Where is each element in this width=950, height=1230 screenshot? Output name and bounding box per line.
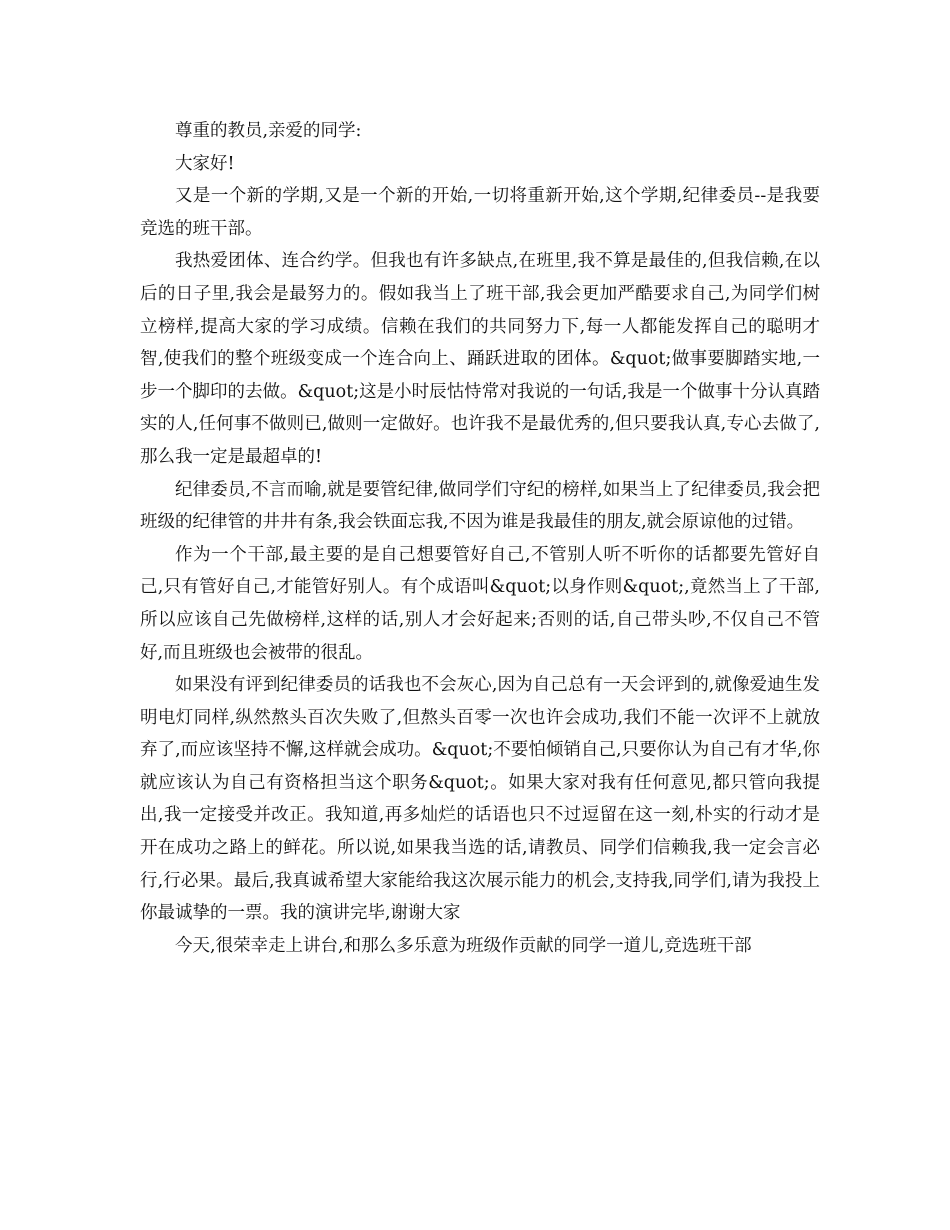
- paragraph: 又是一个新的学期,又是一个新的开始,一切将重新开始,这个学期,纪律委员--是我要竞选的班干部。: [140, 186, 820, 239]
- paragraph: 作为一个干部,最主要的是自己想要管好自己,不管别人听不听你的话都要先管好自己,只有管好自己,才能管好别人。有个成语叫&quot;以身作则&quot;,竟然当上了干部,所以应该自己先做榜样,这样的话,别人才会好起来;否则的话,自己带头吵,不仅自己不管好,而且班级也会被带的很乱。: [140, 544, 820, 663]
- paragraph: 我热爱团体、连合约学。但我也有许多缺点,在班里,我不算是最佳的,但我信赖,在以后的日子里,我会是最努力的。假如我当上了班干部,我会更加严酷要求自己,为同学们树立榜样,提高大家的学习成绩。信赖在我们的共同努力下,每一人都能发挥自己的聪明才智,使我们的整个班级变成一个连合向上、踊跃进取的团体。&quot;做事要脚踏实地,一步一个脚印的去做。&quot;这是小时辰怙恃常对我说的一句话,我是一个做事十分认真踏实的人,任何事不做则已,做则一定做好。也许我不是最优秀的,但只要我认真,专心去做了,那么我一定是最超卓的!: [140, 251, 820, 467]
- document-body: [140, 115, 820, 962]
- greeting: 大家好!: [175, 153, 235, 174]
- paragraph: 如果没有评到纪律委员的话我也不会灰心,因为自己总有一天会评到的,就像爱迪生发明电灯同样,纵然熬头百次失败了,但熬头百零一次也许会成功,我们不能一次评不上就放弃了,而应该坚持不懈,这样就会成功。&quot;不要怕倾销自己,只要你认为自己有才华,你就应该认为自己有资格担当这个职务&quot;。如果大家对我有任何意见,都只管向我提出,我一定接受并改正。我知道,再多灿烂的话语也只不过逗留在这一刻,朴实的行动才是开在成功之路上的鲜花。所以说,如果我当选的话,请教员、同学们信赖我,我一定会言必行,行必果。最后,我真诚希望大家能给我这次展示能力的机会,支持我,同学们,请为我投上你最诚挚的一票。我的演讲完毕,谢谢大家: [140, 675, 820, 924]
- paragraph: 今天,很荣幸走上讲台,和那么多乐意为班级作贡献的同学一道儿,竞选班干部: [175, 935, 752, 956]
- salutation: 尊重的教员,亲爱的同学:: [175, 121, 362, 141]
- paragraph: 纪律委员,不言而喻,就是要管纪律,做同学们守纪的榜样,如果当上了纪律委员,我会把班级的纪律管的井井有条,我会铁面忘我,不因为谁是我最佳的朋友,就会原谅他的过错。: [140, 479, 820, 533]
